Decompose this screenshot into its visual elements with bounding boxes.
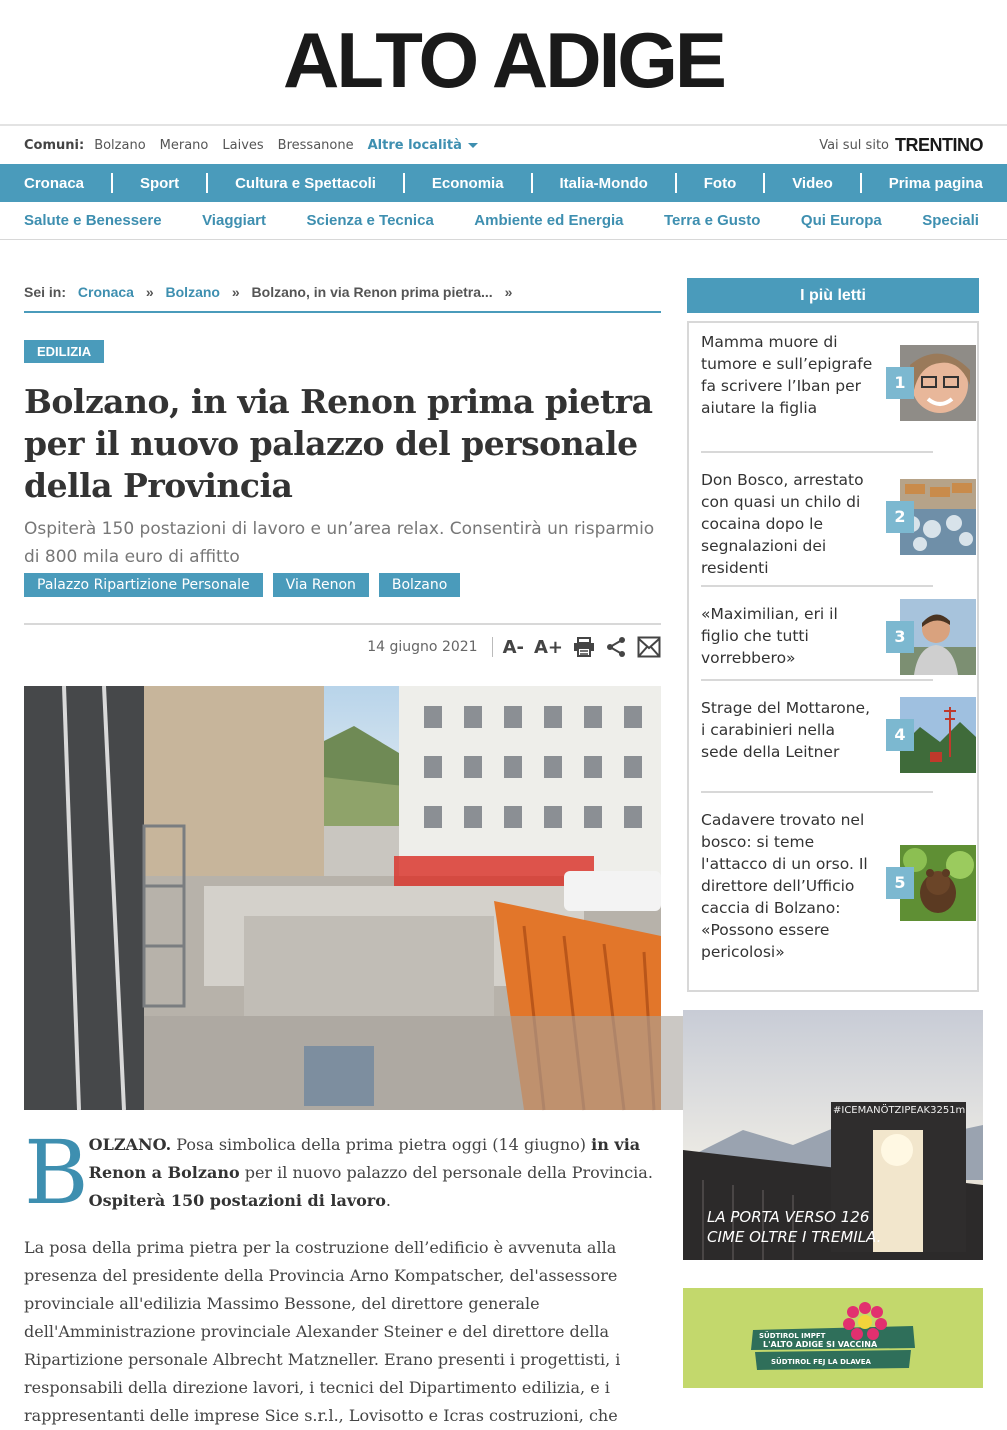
most-read-item[interactable] (701, 331, 933, 453)
most-read-item[interactable] (701, 809, 933, 969)
nav-cronaca[interactable]: Cronaca (24, 174, 85, 192)
comuni-label: Comuni: (24, 137, 85, 153)
rank-badge: 3 (886, 621, 914, 653)
altre-localita-dropdown[interactable] (368, 138, 478, 153)
vaccination-top-text: SÜDTIROL IMPFT (759, 1332, 826, 1340)
nav-cultura[interactable]: Cultura e Spettacoli (235, 174, 376, 192)
advertisement-banner[interactable] (683, 1010, 983, 1260)
nav-economia[interactable]: Economia (431, 174, 504, 192)
town-link[interactable]: Bressanone (277, 137, 354, 153)
most-read-list (687, 321, 979, 992)
construction-site-photo (24, 686, 661, 1110)
most-read-item[interactable] (701, 697, 933, 793)
print-icon[interactable] (573, 637, 595, 657)
masthead (0, 0, 1007, 126)
article-hero-image[interactable] (24, 686, 661, 1110)
breadcrumb-cronaca[interactable]: Cronaca (77, 284, 134, 300)
subnav-terra-gusto[interactable]: Terra e Gusto (664, 212, 761, 229)
lead-text-1: Posa simbolica della prima pietra oggi (14 giugno) (171, 1135, 592, 1154)
share-icon[interactable] (605, 636, 627, 658)
most-read-item[interactable] (701, 603, 933, 681)
subnav-scienza[interactable]: Scienza e Tecnica (306, 212, 434, 229)
tag-link[interactable]: Via Renon (273, 573, 369, 597)
nav-sport[interactable]: Sport (139, 174, 180, 192)
nav-video[interactable]: Video (792, 174, 833, 192)
lead-city: OLZANO. (88, 1135, 172, 1154)
meta-divider (492, 637, 493, 657)
article-subtitle: Ospiterà 150 postazioni di lavoro e un’area relax. Consentirà un risparmio di 800 mila euro di affitto (24, 519, 655, 567)
tag-link[interactable]: Bolzano (379, 573, 460, 597)
town-link[interactable]: Merano (159, 137, 209, 153)
rank-badge: 4 (886, 719, 914, 751)
rank-badge: 1 (886, 367, 914, 399)
lead-text-3: . (385, 1191, 391, 1210)
partner-site-label: Vai sul sito (819, 137, 889, 153)
subnav-ambiente[interactable]: Ambiente ed Energia (474, 212, 624, 229)
chevron-down-icon (468, 143, 478, 148)
article-title: Bolzano, in via Renon prima pietra per il nuovo palazzo del personale della Provincia (24, 382, 653, 505)
breadcrumb (24, 278, 661, 313)
ad-headline-1: LA PORTA VERSO 126 (707, 1208, 870, 1226)
most-read-headline[interactable]: Don Bosco, arrestato con quasi un chilo di cocaina dopo le segnalazioni dei residenti (701, 471, 864, 577)
font-larger-button[interactable]: A+ (533, 636, 563, 658)
site-logo[interactable]: ALTO ADIGE (283, 16, 724, 104)
subnav-qui-europa[interactable]: Qui Europa (800, 212, 882, 229)
article-column (24, 278, 661, 1430)
most-read-title: I più letti (687, 278, 979, 313)
nav-divider (675, 173, 677, 193)
nav-divider (763, 173, 765, 193)
article-lead (24, 1121, 661, 1224)
sidebar (687, 278, 979, 992)
vaccination-bottom-text: SÜDTIROL FEJ LA DLAVEA (771, 1358, 871, 1366)
drop-cap: B (24, 1121, 89, 1224)
nav-italia-mondo[interactable]: Italia-Mondo (559, 174, 648, 192)
publish-date: 14 giugno 2021 (367, 639, 478, 655)
lead-paragraph (89, 1131, 661, 1215)
nav-divider (531, 173, 533, 193)
subnav-viaggiart[interactable]: Viaggiart (202, 212, 266, 229)
tag-link[interactable]: Palazzo Ripartizione Personale (24, 573, 263, 597)
breadcrumb-current: Bolzano, in via Renon prima pietra... (251, 284, 493, 300)
most-read-headline[interactable]: Cadavere trovato nel bosco: si teme l'attacco di un orso. Il direttore dell’Ufficio caccia di Bolzano: «Possono essere pericolosi» (701, 811, 868, 961)
email-icon[interactable] (637, 636, 661, 658)
altre-localita-label: Altre località (367, 137, 462, 153)
subnav-salute[interactable]: Salute e Benessere (24, 212, 162, 229)
comuni-bar (0, 126, 1007, 164)
breadcrumb-separator: » (145, 284, 154, 300)
most-read-item[interactable] (701, 469, 933, 587)
most-read-headline[interactable]: Strage del Mottarone, i carabinieri nella sede della Leitner (701, 699, 871, 761)
ad-mountain-visual (683, 1010, 983, 1260)
vaccination-banner[interactable] (683, 1288, 983, 1388)
sub-nav (0, 202, 1007, 240)
breadcrumb-separator: » (504, 284, 513, 300)
rank-badge: 2 (886, 501, 914, 533)
ad-headline-2: CIME OLTRE I TREMILA. (707, 1228, 882, 1246)
nav-foto[interactable]: Foto (703, 174, 737, 192)
breadcrumb-label: Sei in: (24, 284, 67, 300)
rank-badge: 5 (886, 867, 914, 899)
nav-prima-pagina[interactable]: Prima pagina (888, 174, 983, 192)
subnav-speciali[interactable]: Speciali (922, 212, 979, 229)
town-link[interactable]: Bolzano (94, 137, 146, 153)
town-link[interactable]: Laives (222, 137, 264, 153)
category-badge[interactable]: EDILIZIA (24, 340, 104, 363)
vaccination-banner-visual (683, 1288, 983, 1388)
ad-sign-text: #ICEMANÖTZIPEAK3251m (833, 1105, 966, 1116)
breadcrumb-separator: » (231, 284, 240, 300)
lead-bold-2: Ospiterà 150 postazioni di lavoro (88, 1191, 386, 1210)
article-meta (24, 623, 661, 659)
most-read-headline[interactable]: «Maximilian, eri il figlio che tutti vorrebbero» (701, 605, 838, 667)
lead-text-2: per il nuovo palazzo del personale della Provincia. (239, 1163, 653, 1182)
lead-bold-1: in via Renon a Bolzano (88, 1135, 641, 1182)
partner-site-link[interactable] (819, 135, 983, 156)
article-body: La posa della prima pietra per la costruzione dell’edificio è avvenuta alla presenza del presidente della Provincia Arno Kompatscher, del'assessore provinciale all'edilizia Massimo Bessone, del direttore generale dell'Amministrazione provinciale Alexander Steiner e del direttore della Ripartizione personale Albrecht Matzneller. Erano presenti i progettisti, i responsabili della direzione lavori, i tecnici del Dipartimento edilizia, e i rappresentanti delle imprese Sice s.r.l., Lovisotto e Icras costruzioni, che (24, 1238, 621, 1425)
most-read-headline[interactable]: Mamma muore di tumore e sull’epigrafe fa scrivere l’Iban per aiutare la figlia (701, 333, 873, 417)
nav-divider (403, 173, 405, 193)
font-smaller-button[interactable]: A- (502, 636, 524, 658)
main-nav (0, 164, 1007, 202)
trentino-logo: TRENTINO (895, 134, 983, 155)
nav-divider (206, 173, 208, 193)
nav-divider (111, 173, 113, 193)
nav-divider (860, 173, 862, 193)
tag-list (24, 573, 661, 597)
breadcrumb-bolzano[interactable]: Bolzano (165, 284, 220, 300)
vaccination-main-text: L'ALTO ADIGE SI VACCINA (763, 1340, 878, 1349)
